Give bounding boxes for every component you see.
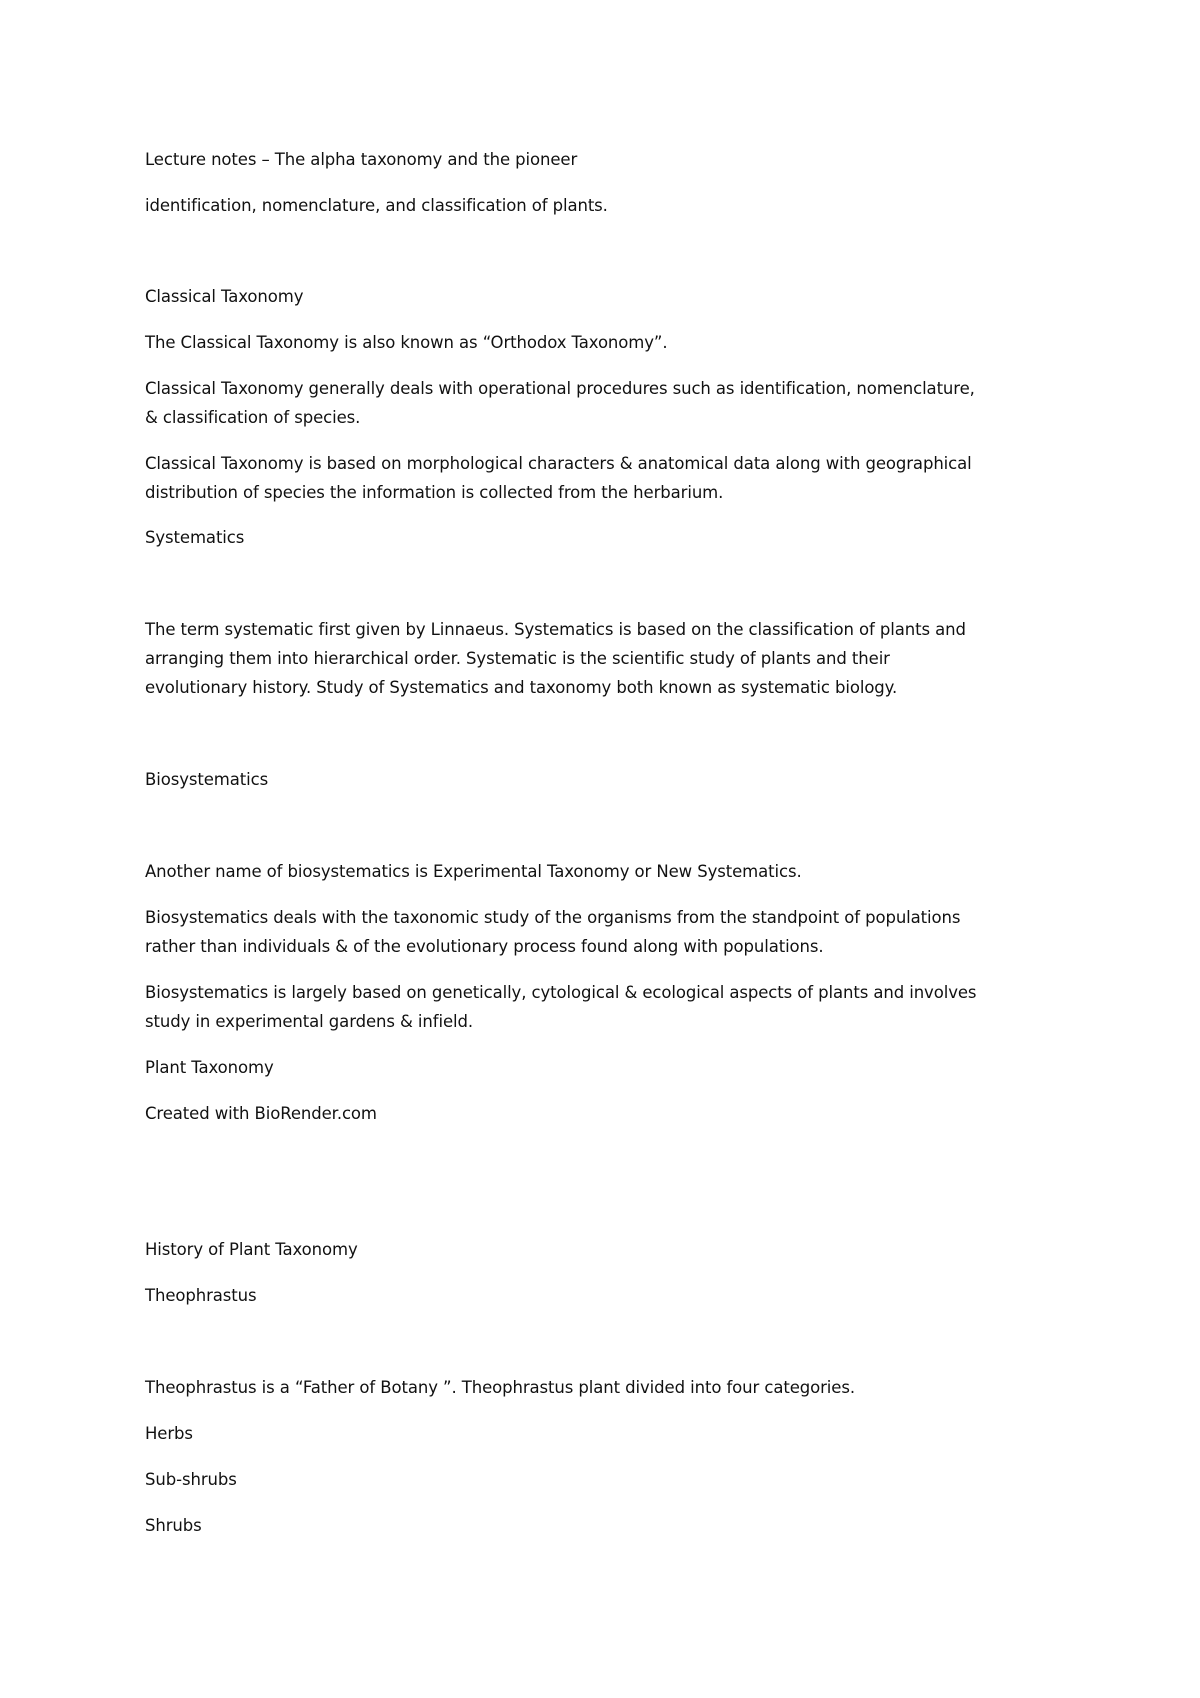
heading-biosystematics: Biosystematics: [145, 770, 269, 789]
list-item: Sub-shrubs: [145, 1470, 237, 1489]
paragraph-line: The term systematic first given by Linnaeus. Systematics is based on the classification of plants and: [145, 620, 966, 639]
heading-plant-taxonomy: Plant Taxonomy: [145, 1058, 274, 1077]
heading-systematics: Systematics: [145, 528, 245, 547]
paragraph-line: The Classical Taxonomy is also known as “Orthodox Taxonomy”.: [145, 333, 668, 352]
paragraph-line: evolutionary history. Study of Systematics and taxonomy both known as systematic biology.: [145, 678, 898, 697]
paragraph-line: Biosystematics deals with the taxonomic study of the organisms from the standpoint of populations: [145, 908, 961, 927]
paragraph-line: Another name of biosystematics is Experimental Taxonomy or New Systematics.: [145, 862, 802, 881]
list-item: Herbs: [145, 1424, 193, 1443]
heading-classical-taxonomy: Classical Taxonomy: [145, 287, 304, 306]
paragraph-line: Classical Taxonomy is based on morphological characters & anatomical data along with geographical: [145, 454, 972, 473]
doc-title-line-2: identification, nomenclature, and classification of plants.: [145, 196, 608, 215]
doc-title-line-1: Lecture notes – The alpha taxonomy and the pioneer: [145, 150, 578, 169]
paragraph-line: Classical Taxonomy generally deals with operational procedures such as identification, nomenclature,: [145, 379, 975, 398]
heading-history-of-plant-taxonomy: History of Plant Taxonomy: [145, 1240, 358, 1259]
credit-line: Created with BioRender.com: [145, 1104, 377, 1123]
paragraph-line: Theophrastus is a “Father of Botany ”. Theophrastus plant divided into four categories.: [145, 1378, 855, 1397]
paragraph-line: arranging them into hierarchical order. Systematic is the scientific study of plants and their: [145, 649, 890, 668]
paragraph-line: rather than individuals & of the evolutionary process found along with populations.: [145, 937, 824, 956]
paragraph-line: study in experimental gardens & infield.: [145, 1012, 474, 1031]
paragraph-line: & classification of species.: [145, 408, 361, 427]
list-item: Shrubs: [145, 1516, 202, 1535]
paragraph-line: distribution of species the information is collected from the herbarium.: [145, 483, 724, 502]
heading-theophrastus: Theophrastus: [145, 1286, 257, 1305]
paragraph-line: Biosystematics is largely based on genetically, cytological & ecological aspects of plants and involves: [145, 983, 977, 1002]
